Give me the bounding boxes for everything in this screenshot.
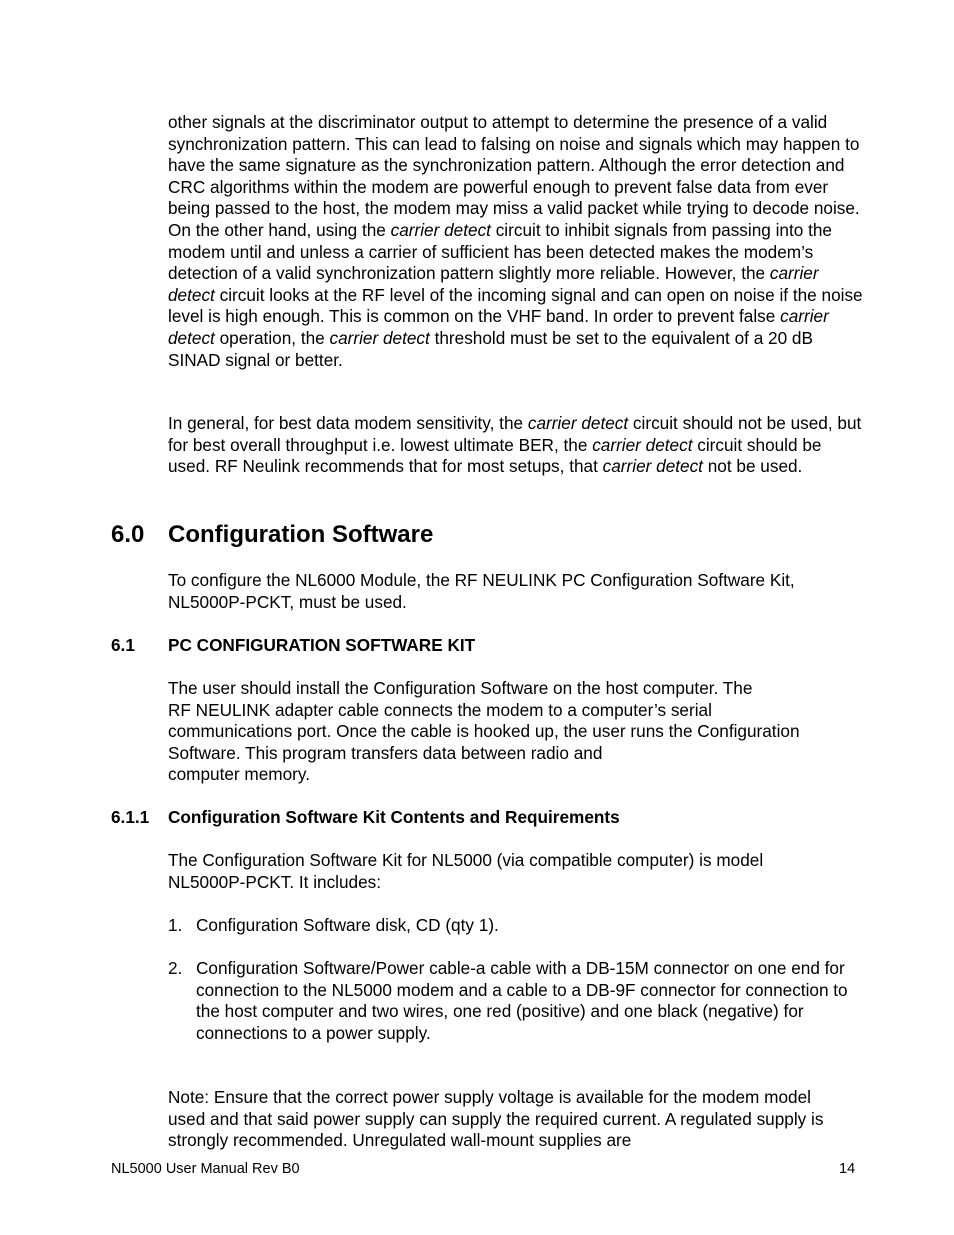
kit-intro: The Configuration Software Kit for NL5000 (via compatible computer) is model NL5000P-PCKT. It includes:: [168, 850, 764, 892]
paragraph-carrier-detect-intro: other signals at the discriminator output to attempt to determine the presence of a valid synchronization pattern. This can lead to falsing on noise and signals which may happen to have the same signature as the synchronization pattern. Although the error detection and CRC algorithms within the modem are powerful enough to prevent false data from ever being passed to the host, the modem may miss a valid packet while trying to decode noise. On the other hand, using the carrier detect circuit to inhibit signals from passing into the modem until and unless a carrier of sufficient has been detected makes the modem’s detection of a valid synchronization pattern slightly more reliable. However, the carrier detect circuit looks at the RF level of the incoming signal and can open on noise if the noise level is high enough. This is common on the VHF band. In order to prevent false carrier detect operation, the carrier detect threshold must be set to the equivalent of a 20 dB SINAD signal or better.: [168, 112, 863, 370]
section-6-1-text: The user should install the Configuration Software on the host computer. The RF NEULINK adapter cable connects the modem to a computer’s serial communications port. Once the cable is hooked up, the user runs the Configuration Software. This program transfers data between radio and computer memory.: [168, 678, 800, 785]
section-title: PC CONFIGURATION SOFTWARE KIT: [168, 635, 476, 655]
paragraph-carrier-detect-recommendation: In general, for best data modem sensitivity, the carrier detect circuit should not be used, but for best overall throughput i.e. lowest ultimate BER, the carrier detect circuit should be used. RF Neulink recommends that for most setups, that carrier detect not be used.: [168, 413, 862, 477]
list-item: 1. Configuration Software disk, CD (qty 1).: [168, 915, 499, 935]
power-supply-note: Note: Ensure that the correct power supply voltage is available for the modem model used and that said power supply can supply the required current. A regulated supply is strongly recommended. Unregulated wall-mount supplies are: [168, 1087, 824, 1151]
section-6-heading: [111, 520, 433, 550]
section-title: Configuration Software Kit Contents and Requirements: [168, 807, 620, 827]
section-number: 6.1.1: [111, 807, 150, 827]
page-number: 14: [839, 1161, 856, 1177]
section-6-text: To configure the NL6000 Module, the RF NEULINK PC Configuration Software Kit, NL5000P-PCKT, must be used.: [168, 570, 795, 612]
footer-manual-title: NL5000 User Manual Rev B0: [111, 1161, 300, 1177]
section-6-1-1-heading: [111, 807, 620, 828]
section-number: 6.1: [111, 635, 135, 655]
section-title: Configuration Software: [168, 521, 434, 548]
section-6-1-heading: [111, 635, 475, 656]
section-number: 6.0: [111, 521, 145, 548]
list-item: 2. Configuration Software/Power cable-a cable with a DB-15M connector on one end for connection to the NL5000 modem and a cable to a DB-9F connector for connection to the host computer and two wires, one red (positive) and one black (negative) for connections to a power supply.: [168, 958, 848, 1043]
